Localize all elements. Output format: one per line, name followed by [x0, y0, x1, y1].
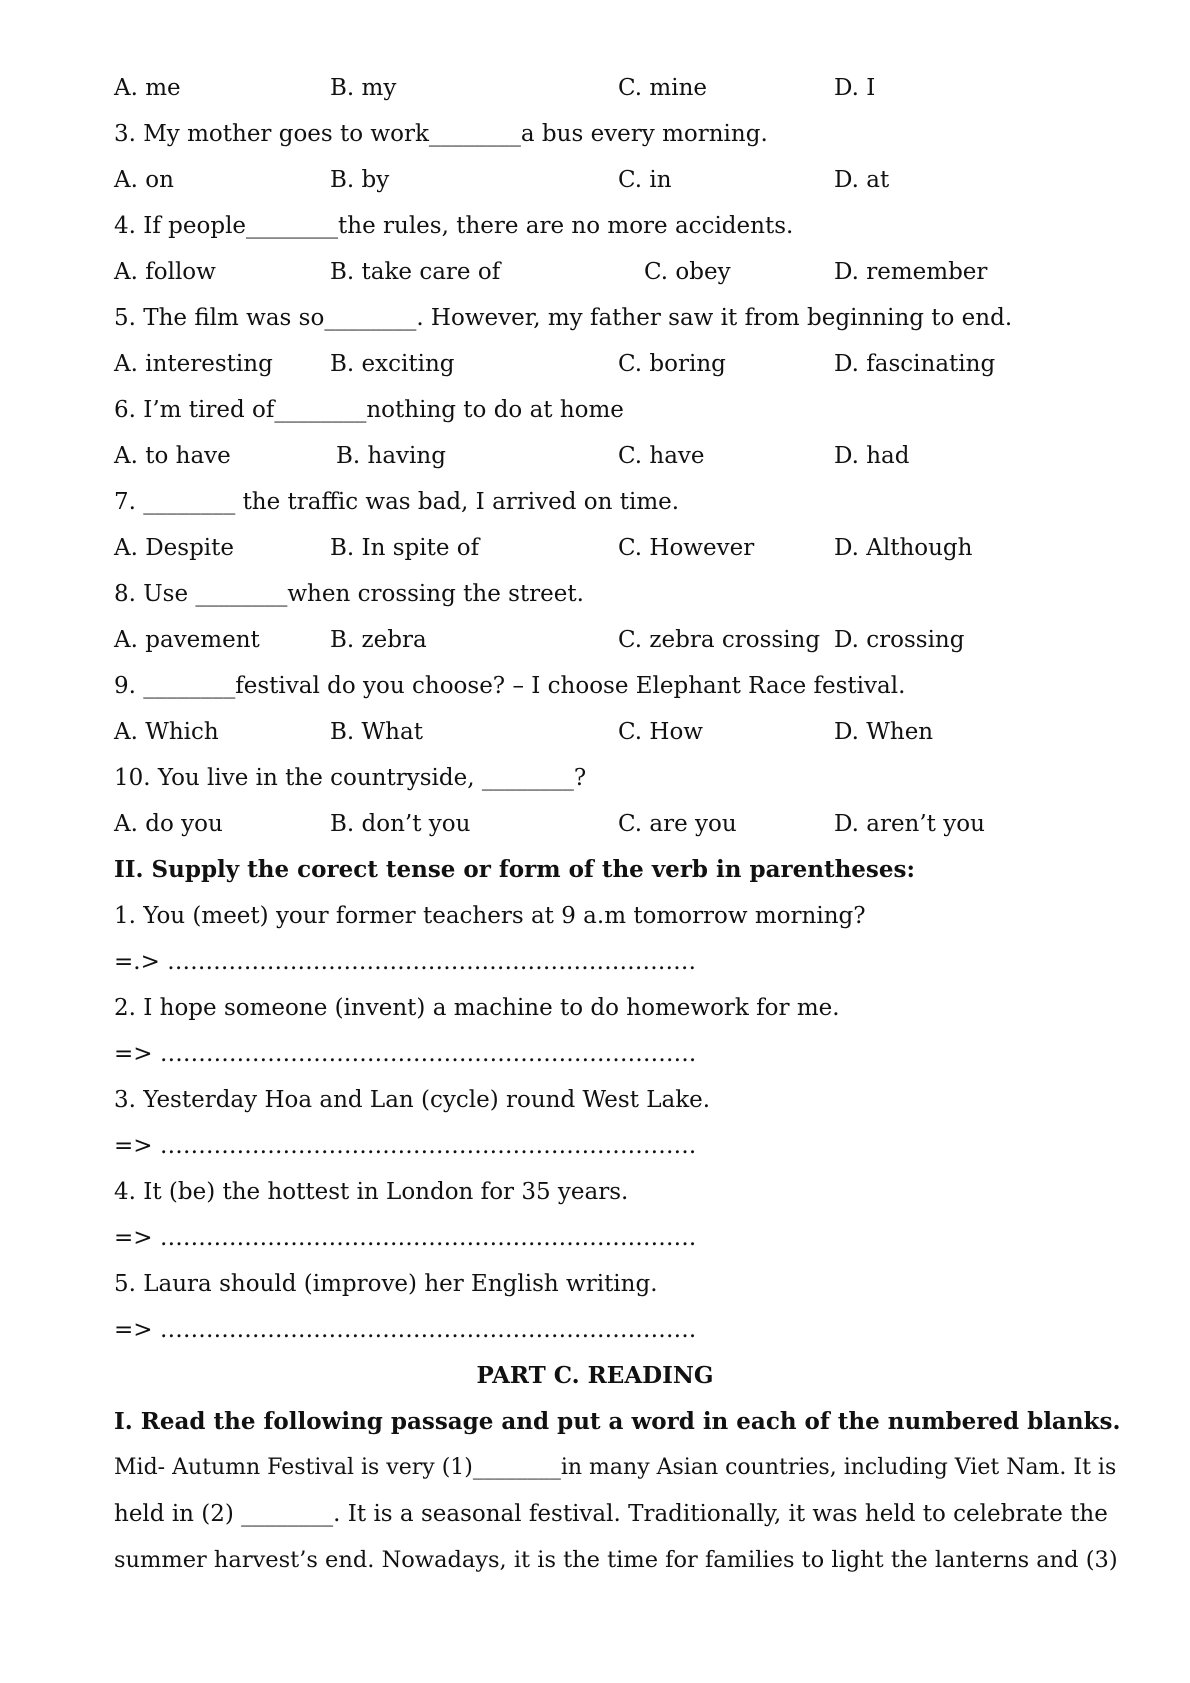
verb-answer-5: => ……………………………………………………………. [114, 1317, 697, 1343]
q5-option-d: D. fascinating [834, 351, 996, 377]
q4-option-c: C. obey [644, 259, 731, 285]
q7-option-b: B. In spite of [330, 535, 480, 561]
part-c-title: PART C. READING [476, 1362, 714, 1389]
q9-question: 9. ________festival do you choose? – I choose Elephant Race festival. [114, 673, 906, 699]
q3-option-b: B. by [330, 167, 390, 193]
q8-option-a: A. pavement [114, 627, 260, 653]
q4-option-b: B. take care of [330, 259, 501, 285]
passage-line-2: held in (2) ________. It is a seasonal festival. Traditionally, it was held to celebrate the [114, 1501, 1108, 1527]
q5-option-a: A. interesting [114, 351, 273, 377]
q5-option-b: B. exciting [330, 351, 455, 377]
q6-question: 6. I’m tired of________nothing to do at home [114, 397, 624, 423]
q3-option-c: C. in [618, 167, 672, 193]
q6-option-a: A. to have [114, 443, 231, 469]
q2-option-d: D. I [834, 75, 876, 101]
passage-line-3: summer harvest’s end. Nowadays, it is the time for families to light the lanterns and (3) [114, 1547, 1118, 1573]
q8-question: 8. Use ________when crossing the street. [114, 581, 584, 607]
q3-option-d: D. at [834, 167, 890, 193]
q9-option-d: D. When [834, 719, 934, 745]
q7-option-a: A. Despite [114, 535, 235, 561]
reading-heading: I. Read the following passage and put a word in each of the numbered blanks. [114, 1408, 1121, 1435]
verb-question-2: 2. I hope someone (invent) a machine to do homework for me. [114, 995, 840, 1021]
q6-option-d: D. had [834, 443, 910, 469]
verb-question-4: 4. It (be) the hottest in London for 35 years. [114, 1179, 629, 1205]
q5-option-c: C. boring [618, 351, 726, 377]
q10-option-d: D. aren’t you [834, 811, 985, 837]
verb-answer-4: => ……………………………………………………………. [114, 1225, 697, 1251]
q3-option-a: A. on [114, 167, 174, 193]
verb-question-3: 3. Yesterday Hoa and Lan (cycle) round West Lake. [114, 1087, 711, 1113]
q7-option-c: C. However [618, 535, 755, 561]
q8-option-c: C. zebra crossing [618, 627, 821, 653]
q7-option-d: D. Although [834, 535, 973, 561]
verb-answer-2: => ……………………………………………………………. [114, 1041, 697, 1067]
q6-option-c: C. have [618, 443, 705, 469]
q9-option-c: C. How [618, 719, 703, 745]
q2-option-a: A. me [114, 75, 181, 101]
q8-option-b: B. zebra [330, 627, 427, 653]
q4-option-d: D. remember [834, 259, 988, 285]
q2-option-c: C. mine [618, 75, 707, 101]
q4-option-a: A. follow [114, 259, 216, 285]
verb-question-5: 5. Laura should (improve) her English writing. [114, 1271, 658, 1297]
verb-question-1: 1. You (meet) your former teachers at 9 a.m tomorrow morning? [114, 903, 866, 929]
q2-option-b: B. my [330, 75, 397, 101]
q4-question: 4. If people________the rules, there are no more accidents. [114, 213, 794, 239]
verb-answer-1: =.> …………………………………………………………… [114, 949, 697, 975]
q5-question: 5. The film was so________. However, my father saw it from beginning to end. [114, 305, 1013, 331]
passage-line-1: Mid- Autumn Festival is very (1)________in many Asian countries, including Viet Nam. It is [114, 1455, 1117, 1480]
q9-option-b: B. What [330, 719, 423, 745]
q9-option-a: A. Which [114, 719, 219, 745]
q10-option-a: A. do you [114, 811, 223, 837]
q10-option-b: B. don’t you [330, 811, 471, 837]
q7-question: 7. ________ the traffic was bad, I arrived on time. [114, 489, 680, 515]
q6-option-b: B. having [336, 443, 446, 469]
section-2-heading: II. Supply the corect tense or form of the verb in parentheses: [114, 856, 915, 883]
verb-answer-3: => ……………………………………………………………. [114, 1133, 697, 1159]
q10-question: 10. You live in the countryside, ________? [114, 765, 587, 791]
q8-option-d: D. crossing [834, 627, 965, 653]
q10-option-c: C. are you [618, 811, 737, 837]
q3-question: 3. My mother goes to work________a bus every morning. [114, 121, 768, 147]
